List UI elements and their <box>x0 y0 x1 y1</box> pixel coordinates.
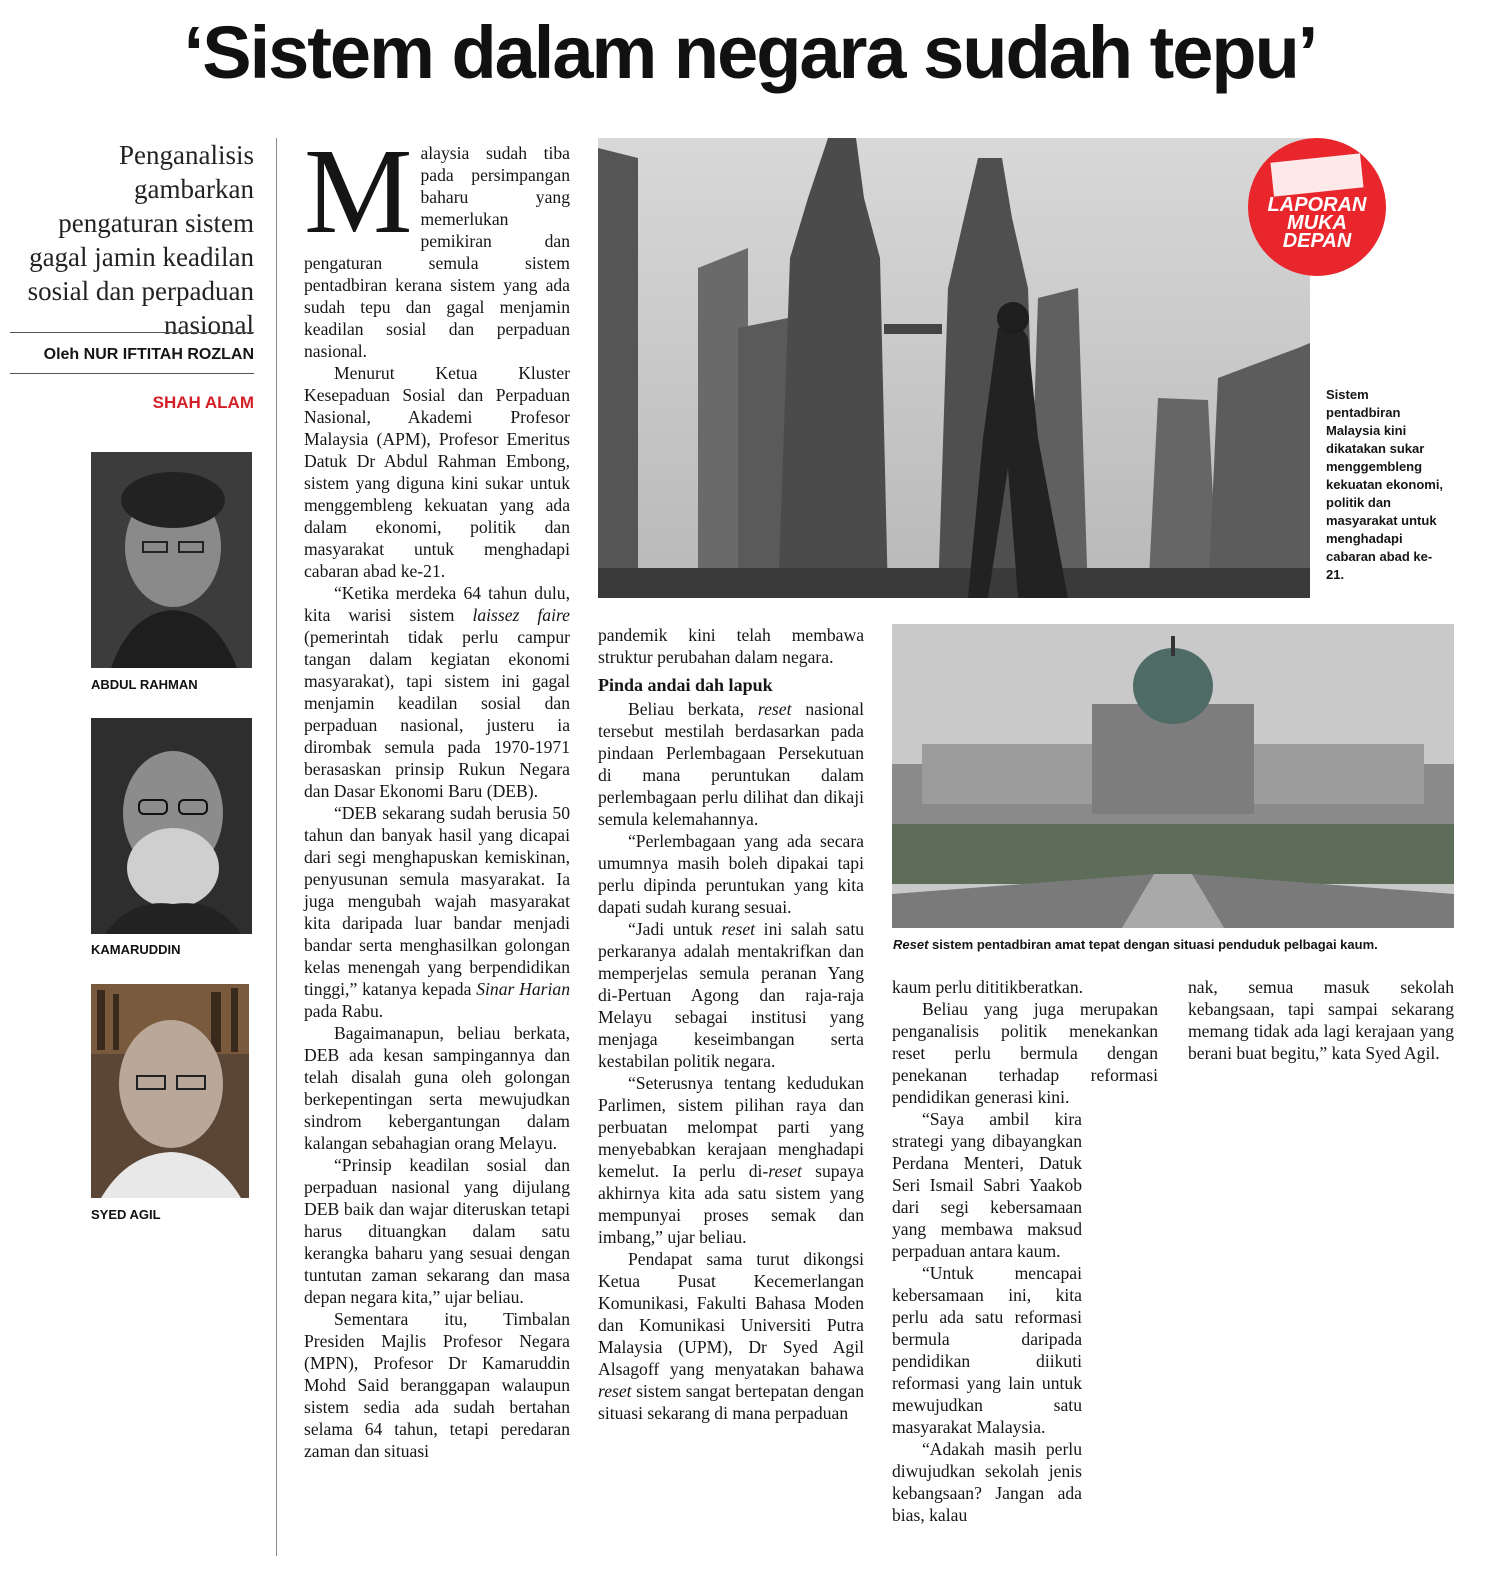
text-run: sistem pentadbiran amat tepat dengan situasi penduduk pelbagai kaum. <box>928 937 1378 952</box>
italic-term: reset <box>598 1381 632 1401</box>
article-column-3 <box>892 976 1158 1526</box>
italic-term: Reset <box>893 937 929 952</box>
badge-line: LAPORAN <box>1267 194 1367 216</box>
divider <box>10 332 254 333</box>
deck: Penganalisis gambarkan pengaturan sistem gagal jamin keadilan sosial dan perpaduan nasional <box>27 140 254 340</box>
divider <box>10 373 254 374</box>
paragraph: “Untuk mencapai kebersamaan ini, kita perlu ada satu reformasi bermula daripada pendidikan diikuti reformasi yang lain untuk mewujudkan satu masyarakat Malaysia. <box>892 1263 1082 1437</box>
column-rule <box>276 138 277 1556</box>
portrait-syed-agil <box>91 984 249 1198</box>
paragraph: “Adakah masih perlu diwujudkan sekolah jenis kebangsaan? Jangan ada bias, kalau <box>892 1439 1082 1525</box>
paragraph: “Prinsip keadilan sosial dan perpaduan nasional yang dijulang DEB baik dan wajar diteruskan tetapi harus dituangkan dalam satu kerangka baharu yang sesuai dengan tuntutan zaman sekarang dan masa depan negara kita,” ujar beliau. <box>304 1155 570 1307</box>
paragraph: “Perlembagaan yang ada secara umumnya masih boleh dipakai tapi perlu dipinda peruntukan yang kita dapati sudah kurang sesuai. <box>598 831 864 917</box>
photo-caption <box>893 936 1453 954</box>
paragraph: “Saya ambil kira strategi yang dibayangkan Perdana Menteri, Datuk Seri Ismail Sabri Yaakob dari segi kebersamaan yang membawa maksud perpaduan antara kaum. <box>892 1109 1082 1261</box>
paragraph: nak, semua masuk sekolah kebangsaan, tapi sampai sekarang memang tidak ada lagi kerajaan yang berani buat begitu,” kata Syed Agil. <box>1188 977 1454 1063</box>
text-run: nasional tersebut mestilah berdasarkan pada pindaan Perlembagaan Persekutuan di mana peruntukan dalam perlembagaan perlu dilihat dan dikaji semula kelemahannya. <box>598 699 865 829</box>
text-run: ini salah satu perkaranya adalah mentakrifkan dan memperjelas semula peranan Yang di-Pertuan Agong dan raja-raja Melayu sebagai institusi yang menjaga keseimbangan serta kestabilan politik negara. <box>598 919 864 1071</box>
italic-term: laissez faire <box>472 605 570 625</box>
paragraph: pandemik kini telah membawa struktur perubahan dalam negara. <box>598 625 864 667</box>
article-column-1 <box>304 124 571 1462</box>
text-run: “Jadi untuk <box>628 919 722 939</box>
headline: ‘Sistem dalam negara sudah tepu’ <box>183 11 1317 94</box>
paragraph: alaysia sudah tiba pada persimpangan baharu yang memerlukan pemikiran dan pengaturan semula sistem pentadbiran kerana sistem yang ada sudah tepu dan gagal menjamin keadilan sosial dan perpaduan nasional. <box>304 143 570 361</box>
paragraph <box>304 802 570 1022</box>
text-run: supaya akhirnya kita ada satu sistem yang mempunyai proses semak dan imbang,” ujar beliau. <box>598 1161 864 1247</box>
portrait-abdul-rahman <box>91 452 252 668</box>
italic-term: reset <box>721 919 756 939</box>
text-run: Beliau berkata, <box>628 699 758 719</box>
text-run: “Ketika merdeka 64 tahun dulu, kita warisi sistem <box>304 583 570 625</box>
drop-cap: M <box>304 124 413 259</box>
byline: Oleh NUR IFTITAH ROZLAN <box>43 346 254 363</box>
text-run: sistem sangat bertepatan dengan situasi sekarang di mana perpaduan <box>598 1381 864 1423</box>
text-run: “Seterusnya tentang kedudukan Parlimen, sistem pilihan raya dan perbuatan melompat parti yang menyebabkan kerajaan menghadapi kemelut. Ia perlu di- <box>598 1073 864 1181</box>
photo-caption: Sistem pentadbiran Malaysia kini dikatakan sukar menggembleng kekuatan ekonomi, politik dan masyarakat untuk menghadapi cabaran abad ke-21. <box>1326 387 1444 582</box>
text-run: pada Rabu. <box>304 1001 384 1021</box>
paragraph <box>304 582 570 802</box>
portrait-caption: SYED AGIL <box>91 1207 161 1222</box>
badge-line: DEPAN <box>1282 230 1352 252</box>
paragraph <box>598 1248 864 1424</box>
paragraph: Bagaimanapun, beliau berkata, DEB ada kesan sampingannya dan telah disalah guna oleh golongan berkepentingan serta mewujudkan sindrom kebergantungan dalam kalangan sebahagian orang Melayu. <box>304 1023 570 1153</box>
paragraph: Menurut Ketua Kluster Kesepaduan Sosial dan Perpaduan Nasional, Akademi Profesor Malaysia (APM), Profesor Emeritus Datuk Dr Abdul Rahman Embong, sistem yang diguna kini sukar untuk menggembleng kekuatan yang ada dalam ekonomi, politik dan masyarakat untuk menghadapi cabaran abad ke-21. <box>304 363 570 581</box>
paragraph: Beliau yang juga merupakan penganalisis politik menekankan reset perlu bermula dengan penekanan terhadap reformasi pendidikan generasi kini. <box>892 999 1158 1107</box>
article-column-2 <box>598 624 864 1424</box>
text-run: Pendapat sama turut dikongsi Ketua Pusat Kecemerlangan Komunikasi, Fakulti Bahasa Moden dan Komunikasi Universiti Putra Malaysia (UPM), Dr Syed Agil Alsagoff yang menyatakan bahawa <box>598 1249 864 1379</box>
paragraph <box>598 1072 864 1248</box>
paragraph <box>598 698 864 830</box>
paragraph: kaum perlu dititikberatkan. <box>892 977 1084 997</box>
article-column-4 <box>1188 976 1454 1064</box>
text-run: “DEB sekarang sudah berusia 50 tahun dan banyak hasil yang dicapai dari segi menghapuskan kemiskinan, penyusunan semula masyarakat. Ia juga mengubah wajah masyarakat kita daripada luar bandar menjadi bandar serta menghasilkan golongan kelas menengah yang berpendidikan tinggi,” katanya kepada <box>304 803 570 999</box>
paragraph <box>598 918 864 1072</box>
newspaper-icon <box>1270 153 1363 196</box>
photo-perdana-putra <box>892 624 1454 928</box>
text-run: (pemerintah tidak perlu campur tangan dalam kegiatan ekonomi masyarakat), tapi sistem ini gagal menjamin keadilan sosial dan perpaduan nasional, justeru ia dirombak semula pada 1970-1971 berasaskan prinsip Rukun Negara dan Dasar Ekonomi Baru (DEB). <box>304 627 570 801</box>
italic-term: Sinar Harian <box>476 979 571 999</box>
paragraph: Sementara itu, Timbalan Presiden Majlis Profesor Negara (MPN), Profesor Dr Kamaruddin Mohd Said beranggapan walaupun sistem sedia ada sudah bertahan selama 64 tahun, tetapi peredaran zaman dan situasi <box>304 1309 570 1461</box>
portrait-caption: KAMARUDDIN <box>91 942 181 957</box>
dateline: SHAH ALAM <box>152 393 254 412</box>
portrait-kamaruddin <box>91 718 252 934</box>
italic-term: reset <box>757 699 792 719</box>
photo-twin-towers <box>598 138 1310 598</box>
badge-line: MUKA <box>1287 212 1347 234</box>
front-page-report-badge <box>1248 138 1386 276</box>
italic-term: reset <box>768 1161 802 1181</box>
subheading: Pinda andai dah lapuk <box>598 675 773 695</box>
portrait-caption: ABDUL RAHMAN <box>91 677 198 692</box>
